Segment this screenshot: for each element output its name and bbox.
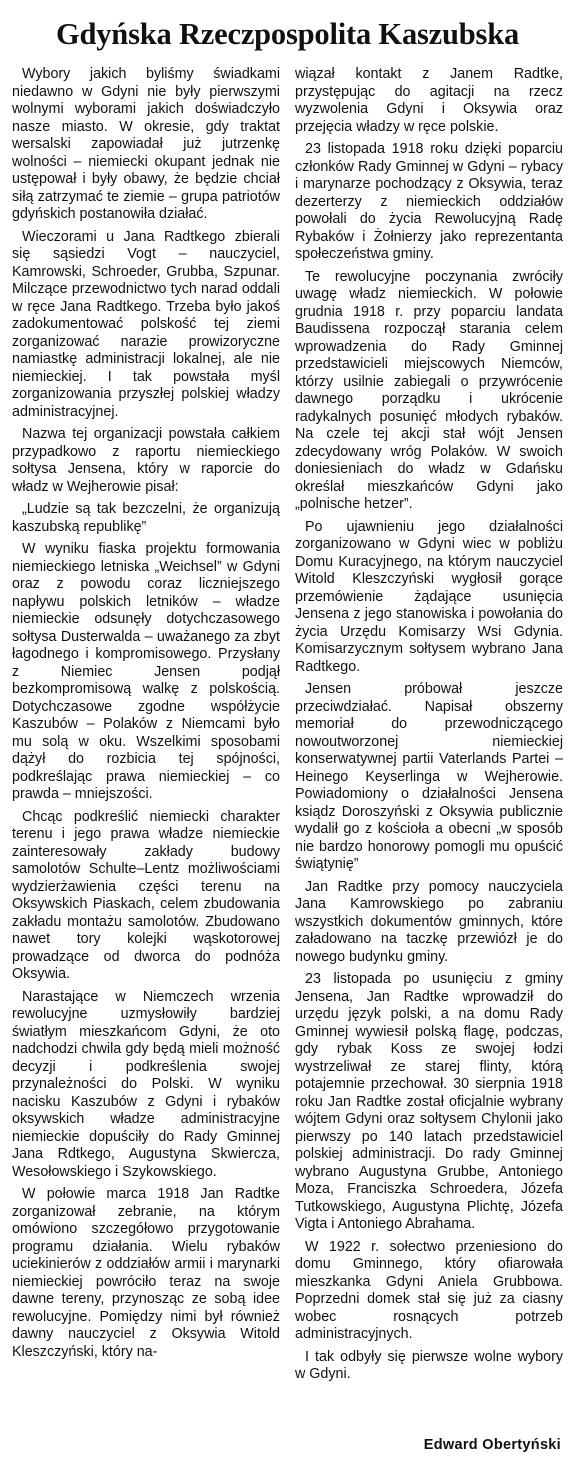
paragraph: Po ujawnieniu jego działalności zorganizowano w Gdyni wiec w pobliżu Domu Kuracyjnego, na którym nauczyciel Witold Kleszczyński wygłosił gorące przemówienie żądające usunięcia Jensena z jego stanowiska i powołania do życia Urzędu Komisarzy Wsi Gdynia. Komisarzycznym sołtysem wybrano Jana Radtkego. <box>295 518 563 675</box>
paragraph: W wyniku fiaska projektu formowania niemieckiego letniska „Weichsel” w Gdyni oraz z powodu coraz liczniejszego napływu polskich letników – władze niemieckie odsunęły dotychczasowego sołtysa Dusterwalda – uważanego za zbyt łagodnego i kompromisowego. Przysłany z Niemiec Jensen podjął bezkompromisową walkę z polskością. Dotychczasowe zgodne współżycie Kaszubów – Polaków z Niemcami było mu solą w oku. Wszelkimi sposobami dążył do rozbicia tej spójności, podkreślając prawa niemieckiej – co prawda – mniejszości. <box>12 541 280 802</box>
paragraph: 23 listopada 1918 roku dzięki poparciu członków Rady Gminnej w Gdyni – rybacy i marynarze pochodzący z Oksywia, teraz dezerterzy z niemieckich oddziałów powołali do życia Rewolucyjną Radę Rybaków i Żołnierzy jako reprezentanta społeczeństwa gminy. <box>295 141 563 262</box>
quote-paragraph: „Ludzie są tak bezczelni, że organizują kaszubską republikę” <box>12 501 280 535</box>
paragraph: Wybory jakich byliśmy świadkami niedawno w Gdyni nie były pierwszymi wolnymi wyborami jakich doświadczyło nasze miasto. W okresie, gdy traktat wersalski zapowiadał już jutrzenkę wolności – niemiecki okupant jednak nie ustępował i były obawy, że będzie chciał siłą zatrzymać te ziemie – grupa patriotów gdyńskich postanowiła działać. <box>12 66 280 222</box>
paragraph: Wieczorami u Jana Radtkego zbierali się sąsiedzi Vogt – nauczyciel, Kamrowski, Schroeder, Grubba, Szpunar. Milczące przewodnictwo tych narad oddali w ręce Jana Radtkego. Trzeba było jakoś zadokumentować polskość tej ziemi zorganizować narazie prowizoryczne namiastkę administracji lokalnej, ale nie niemieckiej. I tak powstała myśl zorganizowania przyszłej polskiej władzy administracyjnej. <box>12 228 280 420</box>
paragraph: Jensen próbował jeszcze przeciwdziałać. Napisał obszerny memoriał do przewodniczącego nowoutworzonej niemieckiej konserwatywnej partii Vaterlands Partei – Heinego Keyserlinga w Wejherowie. Powiadomiony o działalności Jensena ksiądz Doroszyński z Oksywia publicznie wydalił go z kościoła a obecni „w sposób nie bardzo honorowy pomogli mu opuścić świątynię” <box>295 681 563 872</box>
column-left <box>12 66 280 1436</box>
paragraph: I tak odbyły się pierwsze wolne wybory w Gdyni. <box>295 1348 563 1382</box>
article-author: Edward Obertyński <box>423 1437 561 1453</box>
paragraph: W 1922 r. sołectwo przeniesiono do domu Gminnego, który ofiarowała mieszkanka Gdyni Aniela Grubbowa. Poprzedni domek stał się już za ciasny wobec rosnących potrzeb administracyjnych. <box>295 1238 563 1342</box>
article-body <box>12 66 563 1436</box>
paragraph: Jan Radtke przy pomocy nauczyciela Jana Kamrowskiego po zabraniu wszystkich dokumentów gminnych, które załadowano na taczkę przewiózł je do nowego budynku gminy. <box>295 878 563 965</box>
column-right <box>295 66 563 1436</box>
paragraph-continued: wiązał kontakt z Janem Radtke, przystępując do agitacji na rzecz wyzwolenia Gdyni i Oksywia oraz przejęcia władzy w ręce polskie. <box>295 66 563 135</box>
article-title: Gdyńska Rzeczpospolita Kaszubska <box>55 17 520 51</box>
paragraph: Nazwa tej organizacji powstała całkiem przypadkowo z raportu niemieckiego sołtysa Jensena, który w raporcie do władz w Wejherowie pisał: <box>12 426 280 495</box>
paragraph: W połowie marca 1918 Jan Radtke zorganizował zebranie, na którym omówiono szczegółowo przygotowanie programu działania. Wielu rybaków uciekinierów z oddziałów armii i marynarki niemieckiej powróciło teraz na swoje dawne tereny, przynosząc ze sobą idee rewolucyjne. Pomiędzy nimi był również dawny nauczyciel z Oksywia Witold Kleszczyński, który na- <box>12 1186 280 1360</box>
paragraph: Te rewolucyjne poczynania zwróciły uwagę władz niemieckich. W połowie grudnia 1918 r. przy poparciu landata Baudissena rozpoczął starania celem wprowadzenia do Rady Gminnej przedstawicieli miejscowych Niemców, którzy usilnie zabiegali o przywrócenie dawnego porządku i ukrócenie radykalnych posunięć młodych rybaków. Na czele tej akcji stał wójt Jensen zdecydowany wróg Polaków. W swoich doniesieniach do władz w Gdańsku określał mieszkańców Gdyni jako „polnische hetzer”. <box>295 268 563 512</box>
paragraph: Narastające w Niemczech wrzenia rewolucyjne uzmysłowiły bardziej światłym mieszkańcom Gdyni, że oto nadchodzi chwila gdy będą mieli możność decyzji i podkreślenia swojej przynależności do Polski. W wyniku nacisku Kaszubów z Gdyni i rybaków oksywskich władze administracyjne niemieckie dopuściły do Rady Gminnej Jana Rdtkego, Augustyna Skwiercza, Wesołowskiego i Szykowskiego. <box>12 988 280 1180</box>
paragraph: Chcąc podkreślić niemiecki charakter terenu i jego prawa władze niemieckie zainteresowały zakłady budowy samolotów Schulte–Lentz możliwościami wydzierżawienia części terenu na Oksywskich Piaskach, celem zbudowania zakładu montażu samolotów. Zbudowano nawet tory kolejki wąskotorowej prowadzące od dworca do podnóża Oksywia. <box>12 808 280 982</box>
paragraph: 23 listopada po usunięciu z gminy Jensena, Jan Radtke wprowadził do urzędu język polski, a na domu Rady Gminnej wywiesił polską flagę, podczas, gdy rybak Koss ze swojej łodzi wystrzeliwał ze starej flinty, którą potajemnie przechował. 30 sierpnia 1918 roku Jan Radtke został oficjalnie wybrany wójtem Gdyni oraz sołtysem Chylonii jako pierwszy po 140 latach przedstawiciel polskiej administracji. Do rady Gminnej wybrano Augustyna Grubbe, Antoniego Moza, Franciszka Schroedera, Józefa Tutkowskiego, Augustyna Plichtę, Józefa Vigta i Antoniego Abrahama. <box>295 971 563 1232</box>
